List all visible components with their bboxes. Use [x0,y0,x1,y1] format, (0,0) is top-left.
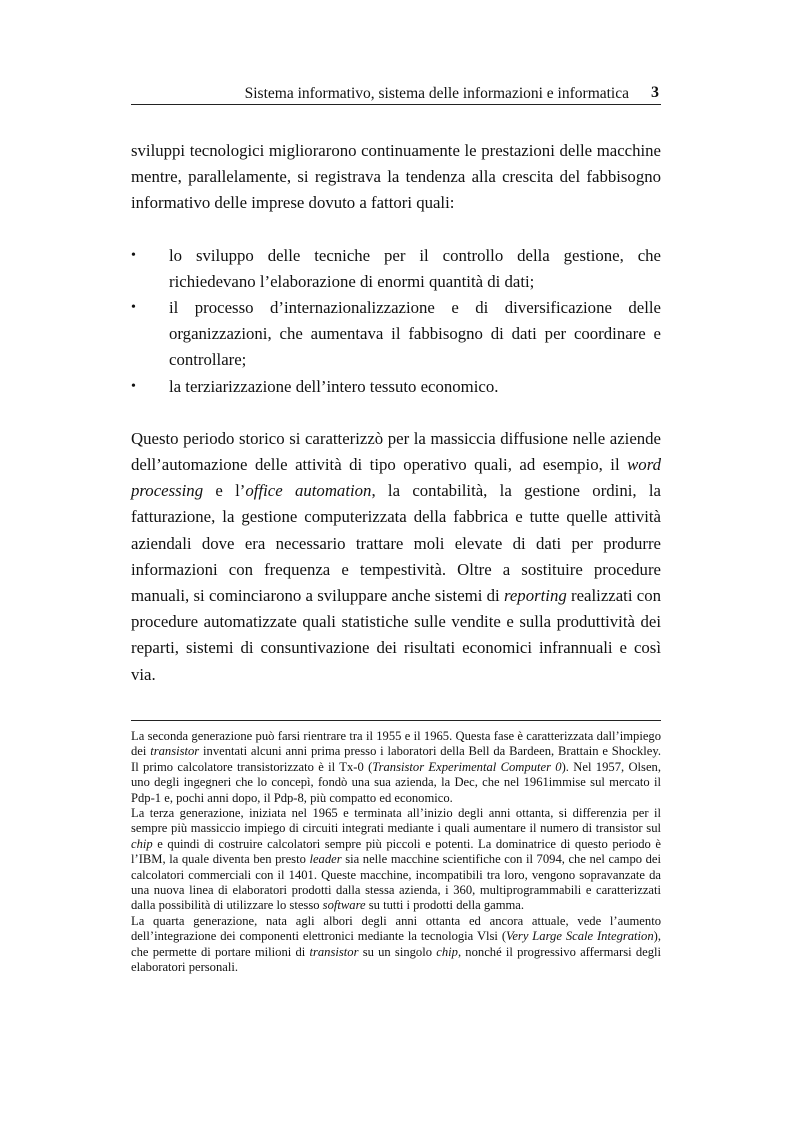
running-header [131,84,661,105]
text-run: La quarta generazione, nata agli albori degli anni ottanta ed ancora attuale, vede l’aumento dell’integrazione dei componenti elettronici mediante la tecnologia Vlsi ( [131,913,661,944]
text-run: ), che permette di portare milioni di [131,929,661,959]
text-run: inventati alcuni anni prima presso i laboratori della Bell da Bardeen, Brattain e Shockley. Il primo calcolatore transistorizzato è il Tx-0 ( [131,744,661,774]
list-item [131,374,661,400]
list-item-text: lo sviluppo delle tecniche per il controllo della gestione, che richiedevano l’elaborazione di enormi quantità di dati; [169,245,661,291]
text-run: , nonché il progressivo affermarsi degli elaboratori personali. [131,944,661,975]
text-run: , la contabilità, la gestione ordini, la fatturazione, la gestione computerizzata della fabbrica e tutte quelle attività aziendali dove era necessario trattare moli elevate di dati per produrre informazioni con frequenza e tempestività. Oltre a sostituire procedure manuali, si cominciarono a sviluppare anche sistemi di [131,481,662,606]
list-item [131,243,661,295]
footnote [131,806,661,914]
footnote-divider [131,720,661,721]
body-paragraph [131,426,661,688]
italic-term: transistor [309,944,359,959]
text-run: su tutti i prodotti della gamma. [365,898,525,913]
text-run: sia nelle macchine scientifiche con il 7094, che nel campo dei calcolatori commerciali con il 1401. Queste macchine, incompatibili tra loro, vengono sopravanzate da una nuova linea di elaboratori prodotti dalla stessa azienda, i 360, multiprogrammabili e caratterizzati dalla possibilità di utilizzare lo stesso [131,852,661,913]
italic-term: word processing [131,455,661,501]
bullet-icon: • [131,300,136,316]
intro-paragraph: sviluppi tecnologici migliorarono continuamente le prestazioni delle macchine mentre, parallelamente, si registrava la tendenza alla crescita del fabbisogno informativo delle imprese dovuto a fattori quali: [131,141,661,213]
page-number: 3 [651,84,659,101]
list-item-text: il processo d’internazionalizzazione e di diversificazione delle organizzazioni, che aumentava il fabbisogno di dati per coordinare e controllare; [169,298,661,370]
italic-term: Very Large Scale Integration [506,929,654,944]
text-run: La seconda generazione può farsi rientrare tra il 1955 e il 1965. Questa fase è caratterizzata dall’impiego dei [131,729,661,759]
header-title: Sistema informativo, sistema delle informazioni e informatica [244,85,629,102]
body-text [131,138,661,688]
text-run: su un singolo [358,944,437,959]
italic-term: leader [309,852,342,867]
bullet-icon: • [131,247,136,263]
text-run: La terza generazione, iniziata nel 1965 e terminata all’inizio degli anni ottanta, si differenzia per il sempre più massiccio impiego di circuiti integrati mediante i quali aumentare il numero di transistor sul [131,806,661,836]
factors-list [131,243,661,400]
footnotes [131,729,661,976]
italic-term: reporting [503,586,567,606]
list-item [131,295,661,374]
text-run: realizzati con procedure automatizzate quali statistiche sulle vendite e sulla produttività dei reparti, sistemi di consuntivazione dei risultati economici infrannuali e così via. [131,586,661,684]
list-item-text: la terziarizzazione dell’intero tessuto economico. [169,376,499,396]
italic-term: chip [131,836,153,851]
text-run: e l’ [203,481,246,501]
bullet-icon: • [131,378,136,394]
italic-term: Transistor Experimental Computer 0 [372,759,562,774]
text-run: e quindi di costruire calcolatori sempre più piccoli e potenti. La dominatrice di questo periodo è l’IBM, la quale diventa ben presto [131,836,661,867]
footnote [131,914,661,976]
text-run: Questo periodo storico si caratterizzò per la massiccia diffusione nelle aziende dell’automazione delle attività di tipo operativo quali, ad esempio, il [131,428,661,475]
footnote [131,729,661,806]
italic-term: office automation [245,481,372,501]
italic-term: chip [436,944,458,959]
italic-term: software [322,898,366,913]
italic-term: transistor [150,744,200,759]
text-run: ). Nel 1957, Olsen, uno degli ingegneri che lo concepì, fondò una sua azienda, la Dec, che nel 1961immise sul mercato il Pdp-1 e, pochi anni dopo, il Pdp-8, più compatto ed economico. [131,759,661,805]
